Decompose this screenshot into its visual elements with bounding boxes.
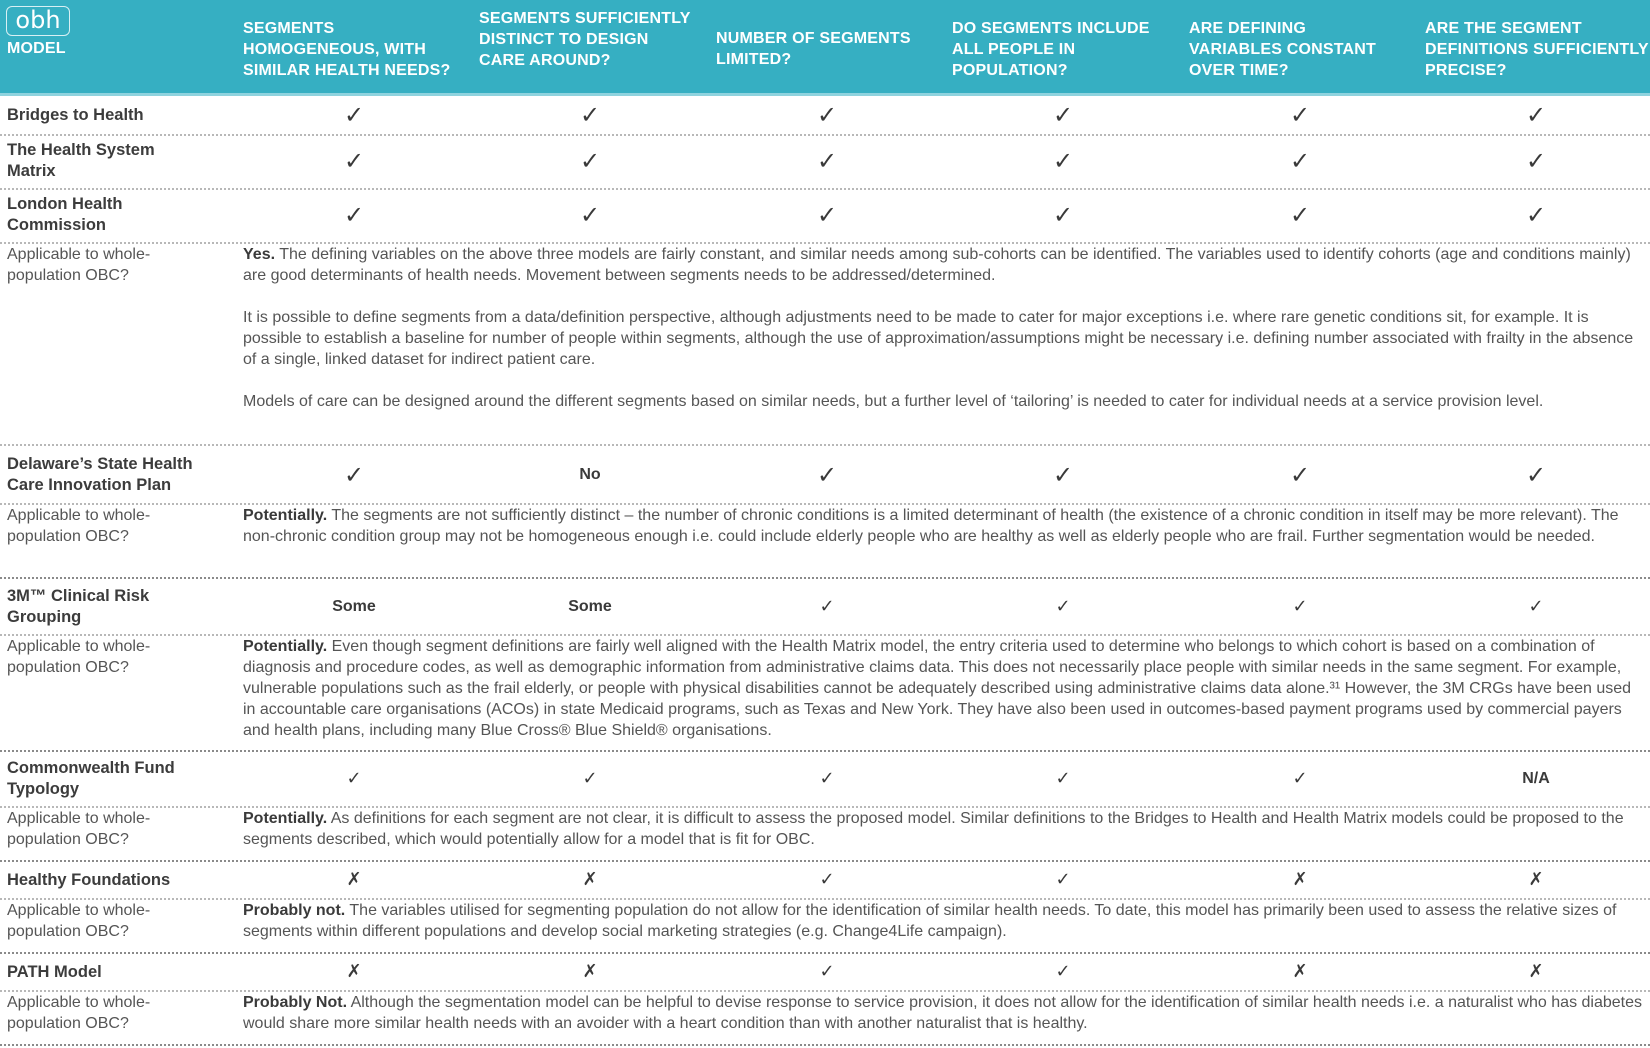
check-icon: ✓ [1525, 461, 1547, 489]
check-icon: ✓ [343, 147, 365, 175]
applicable-label: Applicable to whole-population OBC? [7, 246, 151, 284]
applicable-label: Applicable to whole-population OBC? [7, 902, 151, 940]
table-row [0, 134, 1650, 188]
paragraph-text: Models of care can be designed around the different segments based on similar needs, but a further level of ‘tailoring’ is needed to cater for individual needs at a service provision level. [243, 393, 1544, 410]
row-divider [0, 577, 1650, 579]
verdict-label: Probably Not. [243, 994, 348, 1011]
check-icon: ✓ [1052, 147, 1074, 175]
table-row [0, 580, 1650, 634]
model-name: The Health System Matrix [7, 141, 155, 180]
assessment-paragraph [243, 636, 1643, 741]
cross-icon: ✗ [582, 869, 598, 890]
assessment-paragraph [243, 808, 1643, 850]
assessment-paragraph [243, 900, 1643, 942]
assessment-text [243, 505, 1643, 547]
check-icon: ✓ [1289, 101, 1311, 129]
assessment-paragraph [243, 992, 1643, 1034]
rating-text: N/A [1522, 770, 1550, 787]
header-col-all-people: DO SEGMENTS INCLUDE ALL PEOPLE IN POPULATION? [952, 20, 1150, 79]
assessment-text [243, 636, 1643, 741]
check-icon: ✓ [1292, 768, 1308, 789]
check-icon: ✓ [816, 101, 838, 129]
check-icon: ✓ [819, 869, 835, 890]
check-icon: ✓ [343, 101, 365, 129]
verdict-label: Potentially. [243, 638, 328, 655]
paragraph-text: The variables utilised for segmenting population do not allow for the identification of similar health needs. To date, this model has primarily been used to assess the relative sizes of segments within different populations and develop social marketing strategies (e.g. Change4Life campaign). [243, 902, 1617, 940]
cross-icon: ✗ [582, 961, 598, 982]
model-name: Bridges to Health [7, 105, 144, 124]
table-row [0, 188, 1650, 242]
rating-text: Some [568, 598, 612, 615]
header-col-constant: ARE DEFINING VARIABLES CONSTANT OVER TIME? [1189, 20, 1377, 79]
assessment-row [0, 505, 1650, 577]
header-col-precise: ARE THE SEGMENT DEFINITIONS SUFFICIENTLY PRECISE? [1425, 20, 1649, 79]
table-row [0, 752, 1650, 806]
applicable-label: Applicable to whole-population OBC? [7, 810, 151, 848]
check-icon: ✓ [1289, 201, 1311, 229]
check-icon: ✓ [1055, 961, 1071, 982]
row-divider [0, 1044, 1650, 1046]
paragraph-text: Although the segmentation model can be helpful to devise response to service provision, it does not allow for the identification of similar health needs i.e. a naturalist who has diabetes would share more similar health needs with an avoider with a heart condition than with another naturalist that is healthy. [243, 994, 1643, 1032]
check-icon: ✓ [1055, 869, 1071, 890]
cross-icon: ✗ [1528, 961, 1544, 982]
check-icon: ✓ [346, 768, 362, 789]
assessment-text [243, 808, 1643, 850]
row-divider [0, 444, 1650, 446]
assessment-row [0, 992, 1650, 1044]
check-icon: ✓ [579, 147, 601, 175]
table-row [0, 954, 1650, 990]
table-header [0, 0, 1650, 96]
check-icon: ✓ [579, 101, 601, 129]
verdict-label: Potentially. [243, 810, 328, 827]
cross-icon: ✗ [346, 961, 362, 982]
assessment-text [243, 244, 1643, 412]
check-icon: ✓ [579, 201, 601, 229]
cross-icon: ✗ [1292, 869, 1308, 890]
assessment-paragraph [243, 244, 1643, 286]
check-icon: ✓ [1525, 147, 1547, 175]
paragraph-text: As definitions for each segment are not clear, it is difficult to assess the proposed model. Similar definitions to the Bridges to Health and Health Matrix models could be proposed to the segments described, which would potentially allow for a model that is fit for OBC. [243, 810, 1624, 848]
paragraph-text: The defining variables on the above three models are fairly constant, and similar needs among sub-cohorts can be identified. The variables used to identify cohorts (age and conditions mainly) are good determinants of health needs. Movement between segments needs to be addressed/determined. [243, 246, 1631, 284]
rating-text: No [579, 466, 601, 483]
applicable-label: Applicable to whole-population OBC? [7, 507, 151, 545]
model-name: Delaware’s State Health Care Innovation Plan [7, 455, 193, 494]
check-icon: ✓ [816, 461, 838, 489]
check-icon: ✓ [816, 147, 838, 175]
check-icon: ✓ [1292, 596, 1308, 617]
paragraph-text: Even though segment definitions are fairly well aligned with the Health Matrix model, the entry criteria used to determine who belongs to which cohort is based on a combination of diagnosis and procedure codes, as well as demographic information from administrative claims data. This does not necessarily place people with similar needs in the same segment. For example, vulnerable populations such as the frail elderly, or people with physical disabilities cannot be adequately described using administrative claims data alone.³¹ However, the 3M CRGs have been used in accountable care organisations (ACOs) in state Medicaid programs, such as Texas and New York. They have also been used in outcomes-based payment programs used by commercial payers and health plans, including many Blue Cross® Blue Shield® organisations. [243, 638, 1632, 739]
cross-icon: ✗ [346, 869, 362, 890]
check-icon: ✓ [819, 768, 835, 789]
cross-icon: ✗ [1292, 961, 1308, 982]
paragraph-text: The segments are not sufficiently distinct – the number of chronic conditions is a limited determinant of health (the existence of a chronic condition in itself may be more relevant). The non-chronic condition group may not be homogeneous enough i.e. could include elderly people who are healthy as well as elderly people who are frail. Further segmentation would be needed. [243, 507, 1619, 545]
paragraph-text: It is possible to define segments from a data/definition perspective, although adjustments need to be made to cater for major exceptions i.e. where rare genetic conditions sit, for example. It is possible to establish a baseline for number of people within segments, although the use of approximation/assumptions might be necessary i.e. defining number associated with frailty in the absence of a single, linked dataset for indirect patient care. [243, 309, 1634, 368]
assessment-text [243, 900, 1643, 942]
table-row [0, 96, 1650, 134]
model-name: Commonwealth Fund Typology [7, 759, 175, 798]
check-icon: ✓ [1289, 461, 1311, 489]
rating-text: Some [332, 598, 376, 615]
verdict-label: Potentially. [243, 507, 328, 524]
applicable-label: Applicable to whole-population OBC? [7, 994, 151, 1032]
assessment-row [0, 244, 1650, 444]
check-icon: ✓ [343, 201, 365, 229]
check-icon: ✓ [1055, 768, 1071, 789]
header-col-homogeneous: SEGMENTS HOMOGENEOUS, WITH SIMILAR HEALTH NEEDS? [243, 20, 451, 79]
table-row [0, 862, 1650, 898]
cross-icon: ✗ [1528, 869, 1544, 890]
check-icon: ✓ [1289, 147, 1311, 175]
model-name: Healthy Foundations [7, 870, 171, 889]
assessment-row [0, 808, 1650, 860]
header-col-distinct: SEGMENTS SUFFICIENTLY DISTINCT TO DESIGN CARE AROUND? [479, 10, 691, 69]
check-icon: ✓ [1052, 101, 1074, 129]
check-icon: ✓ [1052, 461, 1074, 489]
header-model: MODEL [7, 40, 66, 57]
check-icon: ✓ [819, 961, 835, 982]
assessment-row [0, 900, 1650, 952]
check-icon: ✓ [1055, 596, 1071, 617]
table-row [0, 447, 1650, 503]
assessment-paragraph [243, 307, 1643, 370]
check-icon: ✓ [343, 461, 365, 489]
model-name: PATH Model [7, 962, 102, 981]
assessment-paragraph [243, 391, 1643, 412]
verdict-label: Probably not. [243, 902, 346, 919]
obh-logo: obh [6, 6, 70, 36]
check-icon: ✓ [819, 596, 835, 617]
check-icon: ✓ [1528, 596, 1544, 617]
assessment-text [243, 992, 1643, 1034]
check-icon: ✓ [1525, 101, 1547, 129]
check-icon: ✓ [582, 768, 598, 789]
header-col-limited: NUMBER OF SEGMENTS LIMITED? [716, 30, 911, 68]
model-name: 3M™ Clinical Risk Grouping [7, 587, 150, 626]
check-icon: ✓ [1052, 201, 1074, 229]
applicable-label: Applicable to whole-population OBC? [7, 638, 151, 676]
verdict-label: Yes. [243, 246, 276, 263]
model-name: London Health Commission [7, 195, 123, 234]
assessment-paragraph [243, 505, 1643, 547]
check-icon: ✓ [1525, 201, 1547, 229]
assessment-row [0, 636, 1650, 750]
check-icon: ✓ [816, 201, 838, 229]
